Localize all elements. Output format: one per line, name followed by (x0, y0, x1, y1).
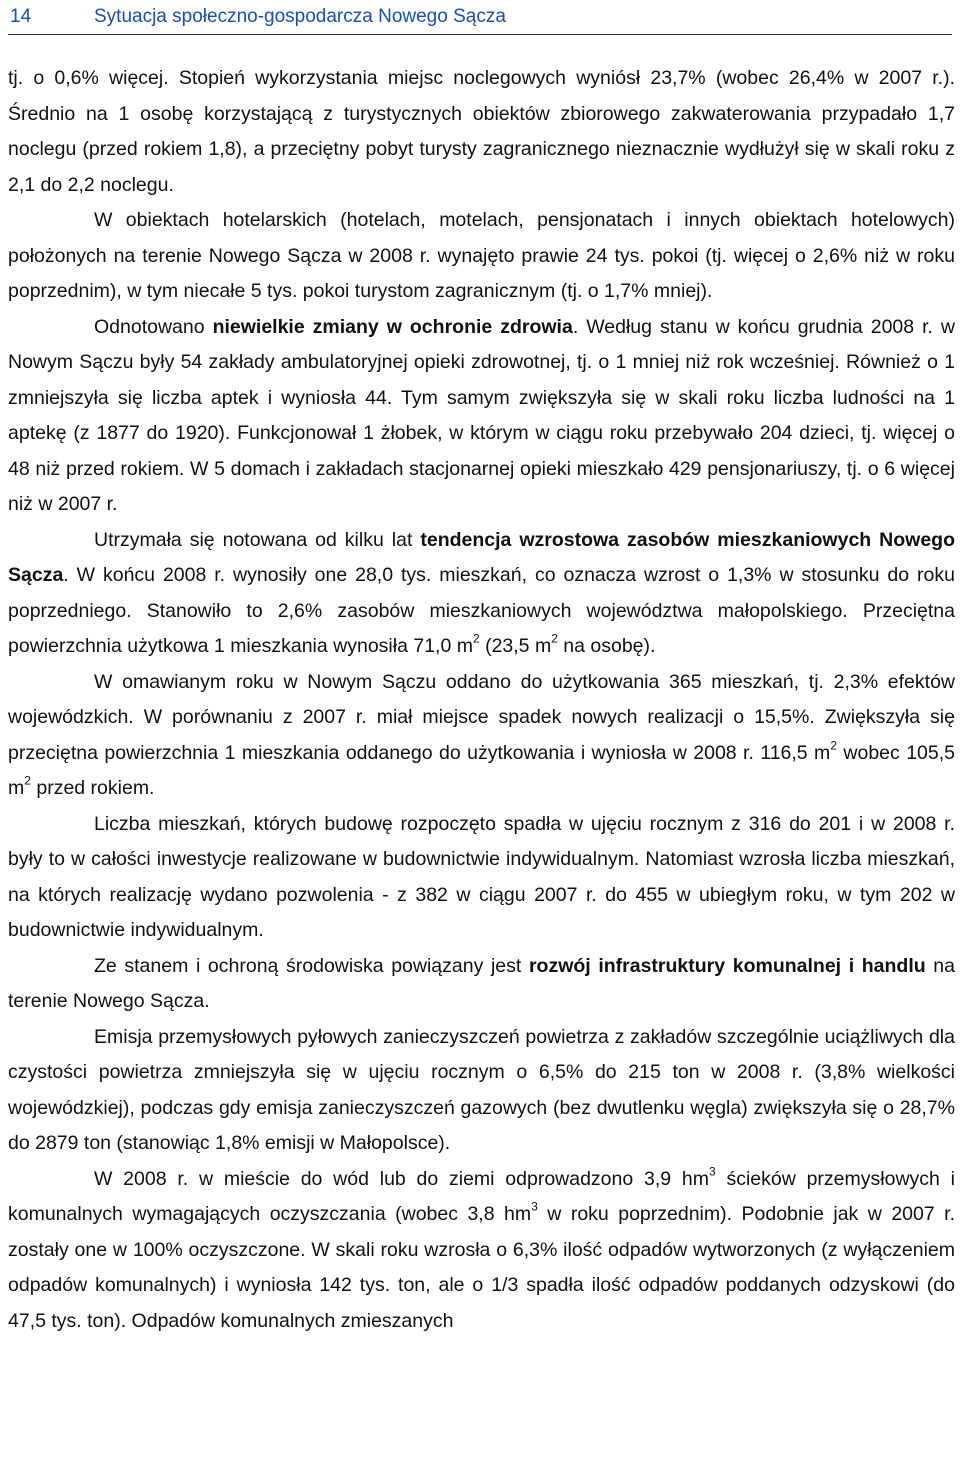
document-body (8, 61, 955, 1339)
paragraph-infrastructure: Ze stanem i ochroną środowiska powiązany jest rozwój infrastruktury komunalnej i handlu na terenie Nowego Sącza. (8, 954, 955, 1012)
paragraph-health-care: Odnotowano niewielkie zmiany w ochronie zdrowia. Według stanu w końcu grudnia 2008 r. w Nowym Sączu były 54 zakłady ambulatoryjnej opieki zdrowotnej, tj. o 1 mniej niż rok wcześniej. Również o 1 zmniejszyła się liczba aptek i wyniosła 44. Tym samym zwiększyła się w skali roku liczba ludności na 1 aptekę (z 1877 do 1920). Funkcjonował 1 żłobek, w którym w ciągu roku przebywało 204 dzieci, tj. więcej o 48 niż przed rokiem. W 5 domach i zakładach stacjonarnej opieki mieszkało 429 pensjonariuszy, tj. o 6 więcej niż w 2007 r. (8, 315, 955, 515)
paragraph-construction-starts: Liczba mieszkań, których budowę rozpoczęto spadła w ujęciu rocznym z 316 do 201 i w 2008 r. były to w całości inwestycje realizowane w budownictwie indywidualnym. Natomiast wzrosła liczba mieszkań, na których realizację wydano pozwolenia - z 382 w ciągu 2007 r. do 455 w ubiegłym roku, w tym 202 w budownictwie indywidualnym. (8, 812, 955, 941)
paragraph-tourism-occupancy: tj. o 0,6% więcej. Stopień wykorzystania miejsc noclegowych wyniósł 23,7% (wobec 26,4% w 2007 r.). Średnio na 1 osobę korzystającą z turystycznych obiektów zbiorowego zakwaterowania przypadało 1,7 noclegu (przed rokiem 1,8), a przeciętny pobyt turysty zagranicznego nieznacznie wydłużył się w skali roku z 2,1 do 2,2 noclegu. (8, 67, 955, 196)
paragraph-housing-stock: Utrzymała się notowana od kilku lat tendencja wzrostowa zasobów mieszkaniowych Nowego Sącza. W końcu 2008 r. wynosiły one 28,0 tys. mieszkań, co oznacza wzrost o 1,3% w stosunku do roku poprzedniego. Stanowiło to 2,6% zasobów mieszkaniowych województwa małopolskiego. Przeciętna powierzchnia użytkowa 1 mieszkania wynosiła 71,0 $m^2$ (23,5 $m^2$ na osobę). (8, 528, 955, 657)
paragraph-wastewater-waste: W 2008 r. w mieście do wód lub do ziemi odprowadzono 3,9 $hm^3$ ścieków przemysłowych i komunalnych wymagających oczyszczania (wobec 3,8 $hm^3$ w roku poprzednim). Podobnie jak w 2007 r. zostały one w 100% oczyszczone. W skali roku wzrosła o 6,3% ilość odpadów wytworzonych (z wyłączeniem odpadów komunalnych) i wyniosła 142 tys. ton, ale o 1/3 spadła ilość odpadów poddanych odzyskowi (do 47,5 tys. ton). Odpadów komunalnych zmieszanych (8, 1163, 956, 1332)
running-header-title: Sytuacja społeczno-gospodarcza Nowego Sącza (94, 6, 506, 27)
bold-phrase: niewielkie zmiany w ochronie zdrowia (212, 315, 573, 338)
bold-phrase: rozwój infrastruktury komunalnej i handlu (528, 954, 926, 977)
header-rule (8, 34, 952, 35)
paragraph-air-emissions: Emisja przemysłowych pyłowych zanieczyszczeń powietrza z zakładów szczególnie uciążliwych dla czystości powietrza zmniejszyła się w ujęciu rocznym o 6,5% do 215 ton w 2008 r. (3,8% wielkości wojewódzkiej), podczas gdy emisja zanieczyszczeń gazowych (bez dwutlenku węgla) zwiększyła się o 28,7% do 2879 ton (stanowiąc 1,8% emisji w Małopolsce). (8, 1025, 955, 1154)
bold-phrase: tendencja wzrostowa zasobów mieszkaniowych Nowego Sącza (8, 528, 955, 586)
page-header (8, 0, 952, 40)
paragraph-new-dwellings: W omawianym roku w Nowym Sączu oddano do użytkowania 365 mieszkań, tj. 2,3% efektów wojewódzkich. W porównaniu z 2007 r. miał miejsce spadek nowych realizacji o 15,5%. Zwiększyła się przeciętna powierzchnia 1 mieszkania oddanego do użytkowania i wyniosła w 2008 r. 116,5 $m^2$ wobec 105,5 $m^2$ przed rokiem. (8, 670, 955, 799)
paragraph-hotel-rooms: W obiektach hotelarskich (hotelach, motelach, pensjonatach i innych obiektach hotelowych) położonych na terenie Nowego Sącza w 2008 r. wynajęto prawie 24 tys. pokoi (tj. więcej o 2,6% niż w roku poprzednim), w tym niecałe 5 tys. pokoi turystom zagranicznym (tj. o 1,7% mniej). (8, 209, 955, 302)
page-number: 14 (10, 6, 32, 27)
